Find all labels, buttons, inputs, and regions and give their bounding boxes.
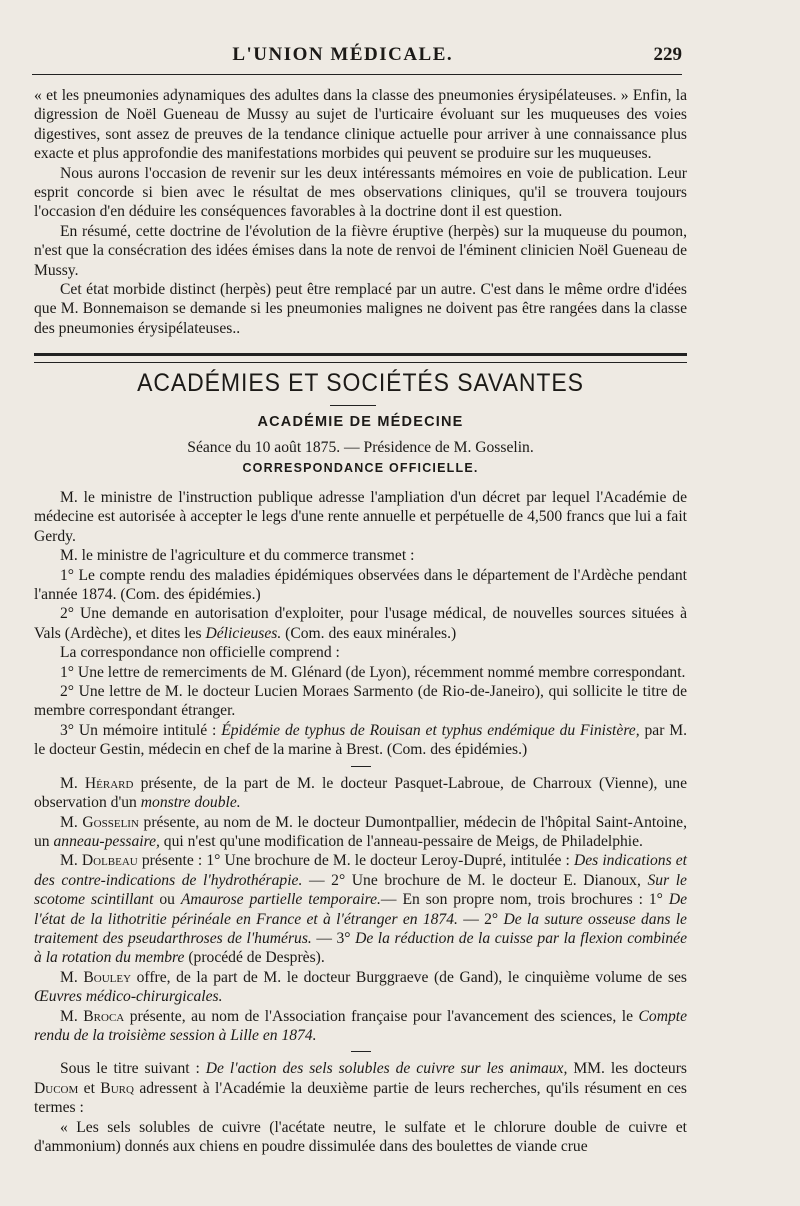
paragraph: 1° Une lettre de remerciments de M. Glénard (de Lyon), récemment nommé membre correspondant. bbox=[60, 663, 686, 681]
paragraph: M. Gosselin présente, au nom de M. le docteur Dumontpallier, médecin de l'hôpital Saint-Antoine, un anneau-pessaire, qui n'est qu'une modification de l'anneau-pessaire de Meigs, de Philadelphie. bbox=[34, 813, 687, 850]
header-rule bbox=[32, 74, 682, 75]
paragraph: « Les sels solubles de cuivre (l'acétate neutre, le sulfate et le chlorure double de cuivre et d'ammonium) donnés aux chiens en poudre dissimulée dans des boulettes de viande crue bbox=[34, 1118, 687, 1155]
paragraph: Nous aurons l'occasion de revenir sur les deux intéressants mémoires en voie de publication. Leur esprit concorde si bien avec le résultat de mes observations cliniques, qu'il se trouvera toujours l'occasion d'en déduire les conséquences favorables à la doctrine dont il est question. bbox=[34, 164, 687, 221]
short-rule bbox=[330, 405, 376, 406]
paragraph: En résumé, cette doctrine de l'évolution de la fièvre éruptive (herpès) sur la muqueuse du poumon, n'est que la consécration des idées émises dans la note de renvoi de l'éminent clinicien Noël Gueneau de Mussy. bbox=[34, 222, 687, 279]
journal-title: L'UNION MÉDICALE. bbox=[232, 44, 454, 65]
paragraph: 1° Le compte rendu des maladies épidémiques observées dans le département de l'Ardèche pendant l'année 1874. (Com. des épidémies.) bbox=[34, 566, 687, 604]
separator-dash bbox=[351, 766, 371, 767]
separator-dash bbox=[351, 1051, 371, 1052]
paragraph: M. Broca présente, au nom de l'Association française pour l'avancement des sciences, le Compte rendu de la troisième session à Lille en 1874. bbox=[34, 1007, 688, 1044]
paragraph: M. Bouley offre, de la part de M. le docteur Burggraeve (de Gand), le cinquième volume de ses Œuvres médico-chirurgicales. bbox=[34, 968, 688, 1006]
section-title: ACADÉMIES ET SOCIÉTÉS SAVANTES bbox=[137, 369, 584, 397]
correspondence-heading: CORRESPONDANCE OFFICIELLE. bbox=[242, 461, 479, 475]
page-number: 229 bbox=[653, 44, 682, 65]
paragraph: M. Dolbeau présente : 1° Une brochure de M. le docteur Leroy-Dupré, intitulée : Des indications et des contre-indications de l'hydrothérapie. — 2° Une brochure de M. le docteur E. Dianoux, Sur le scotome scintillant ou Amaurose partielle temporaire.— En son propre nom, trois brochures : 1° De l'état de la lithotritie périnéale en France et à l'étranger en 1874. — 2° De la suture osseuse dans le traitement des pseudarthroses de l'humérus. — 3° De la réduction de la cuisse par la flexion combinée à la rotation du membre (procédé de Desprès). bbox=[34, 852, 688, 967]
paragraph: 2° Une demande en autorisation d'exploiter, pour l'usage médical, de nouvelles sources situées à Vals (Ardèche), et dites les Délicieuses. (Com. des eaux minérales.) bbox=[34, 605, 687, 642]
section-double-rule bbox=[34, 353, 687, 363]
paragraph: Sous le titre suivant : De l'action des sels solubles de cuivre sur les animaux, MM. les docteurs Ducom et Burq adressent à l'Académie la deuxième partie de leurs recherches, qu'ils résument en ces termes : bbox=[34, 1060, 687, 1117]
paragraph: M. le ministre de l'agriculture et du commerce transmet : bbox=[60, 547, 415, 565]
top-text-block bbox=[34, 86, 687, 338]
main-text-block bbox=[34, 488, 687, 1156]
paragraph: La correspondance non officielle comprend : bbox=[60, 644, 340, 662]
seance-line: Séance du 10 août 1875. — Présidence de M. Gosselin. bbox=[187, 439, 534, 456]
paragraph: « et les pneumonies adynamiques des adultes dans la classe des pneumonies érysipélateuses. » Enfin, la digression de Noël Gueneau de Mussy au sujet de l'urticaire évoluant sur les muqueuses des voies digestives, sont assez de preuves de la tendance clinique actuelle pour arriver à une connaissance plus exacte et plus approfondie des manifestations morbides qui peuvent se produire sur les muqueuses. bbox=[34, 87, 687, 163]
paragraph: 3° Un mémoire intitulé : Épidémie de typhus de Rouisan et typhus endémique du Finistère, par M. le docteur Gestin, médecin en chef de la marine à Brest. (Com. des épidémies.) bbox=[34, 721, 687, 759]
running-header bbox=[32, 44, 682, 66]
paragraph: 2° Une lettre de M. le docteur Lucien Moraes Sarmento (de Rio-de-Janeiro), qui sollicite le titre de membre correspondant étranger. bbox=[34, 683, 687, 720]
paragraph: M. Hérard présente, de la part de M. le docteur Pasquet-Labroue, de Charroux (Vienne), une observation d'un monstre double. bbox=[34, 774, 688, 812]
academy-heading: ACADÉMIE DE MÉDECINE bbox=[257, 414, 464, 430]
paragraph: M. le ministre de l'instruction publique adresse l'ampliation d'un décret par lequel l'Académie de médecine est autorisée à accepter le legs d'une rente annuelle et perpétuelle de 4,500 francs que lui a fait Gerdy. bbox=[34, 489, 687, 545]
paragraph: Cet état morbide distinct (herpès) peut être remplacé par un autre. C'est dans le même ordre d'idées que M. Bonnemaison se demande si les pneumonies malignes ne doivent pas être rangées dans la classe des pneumonies érysipélateuses.. bbox=[34, 281, 687, 337]
